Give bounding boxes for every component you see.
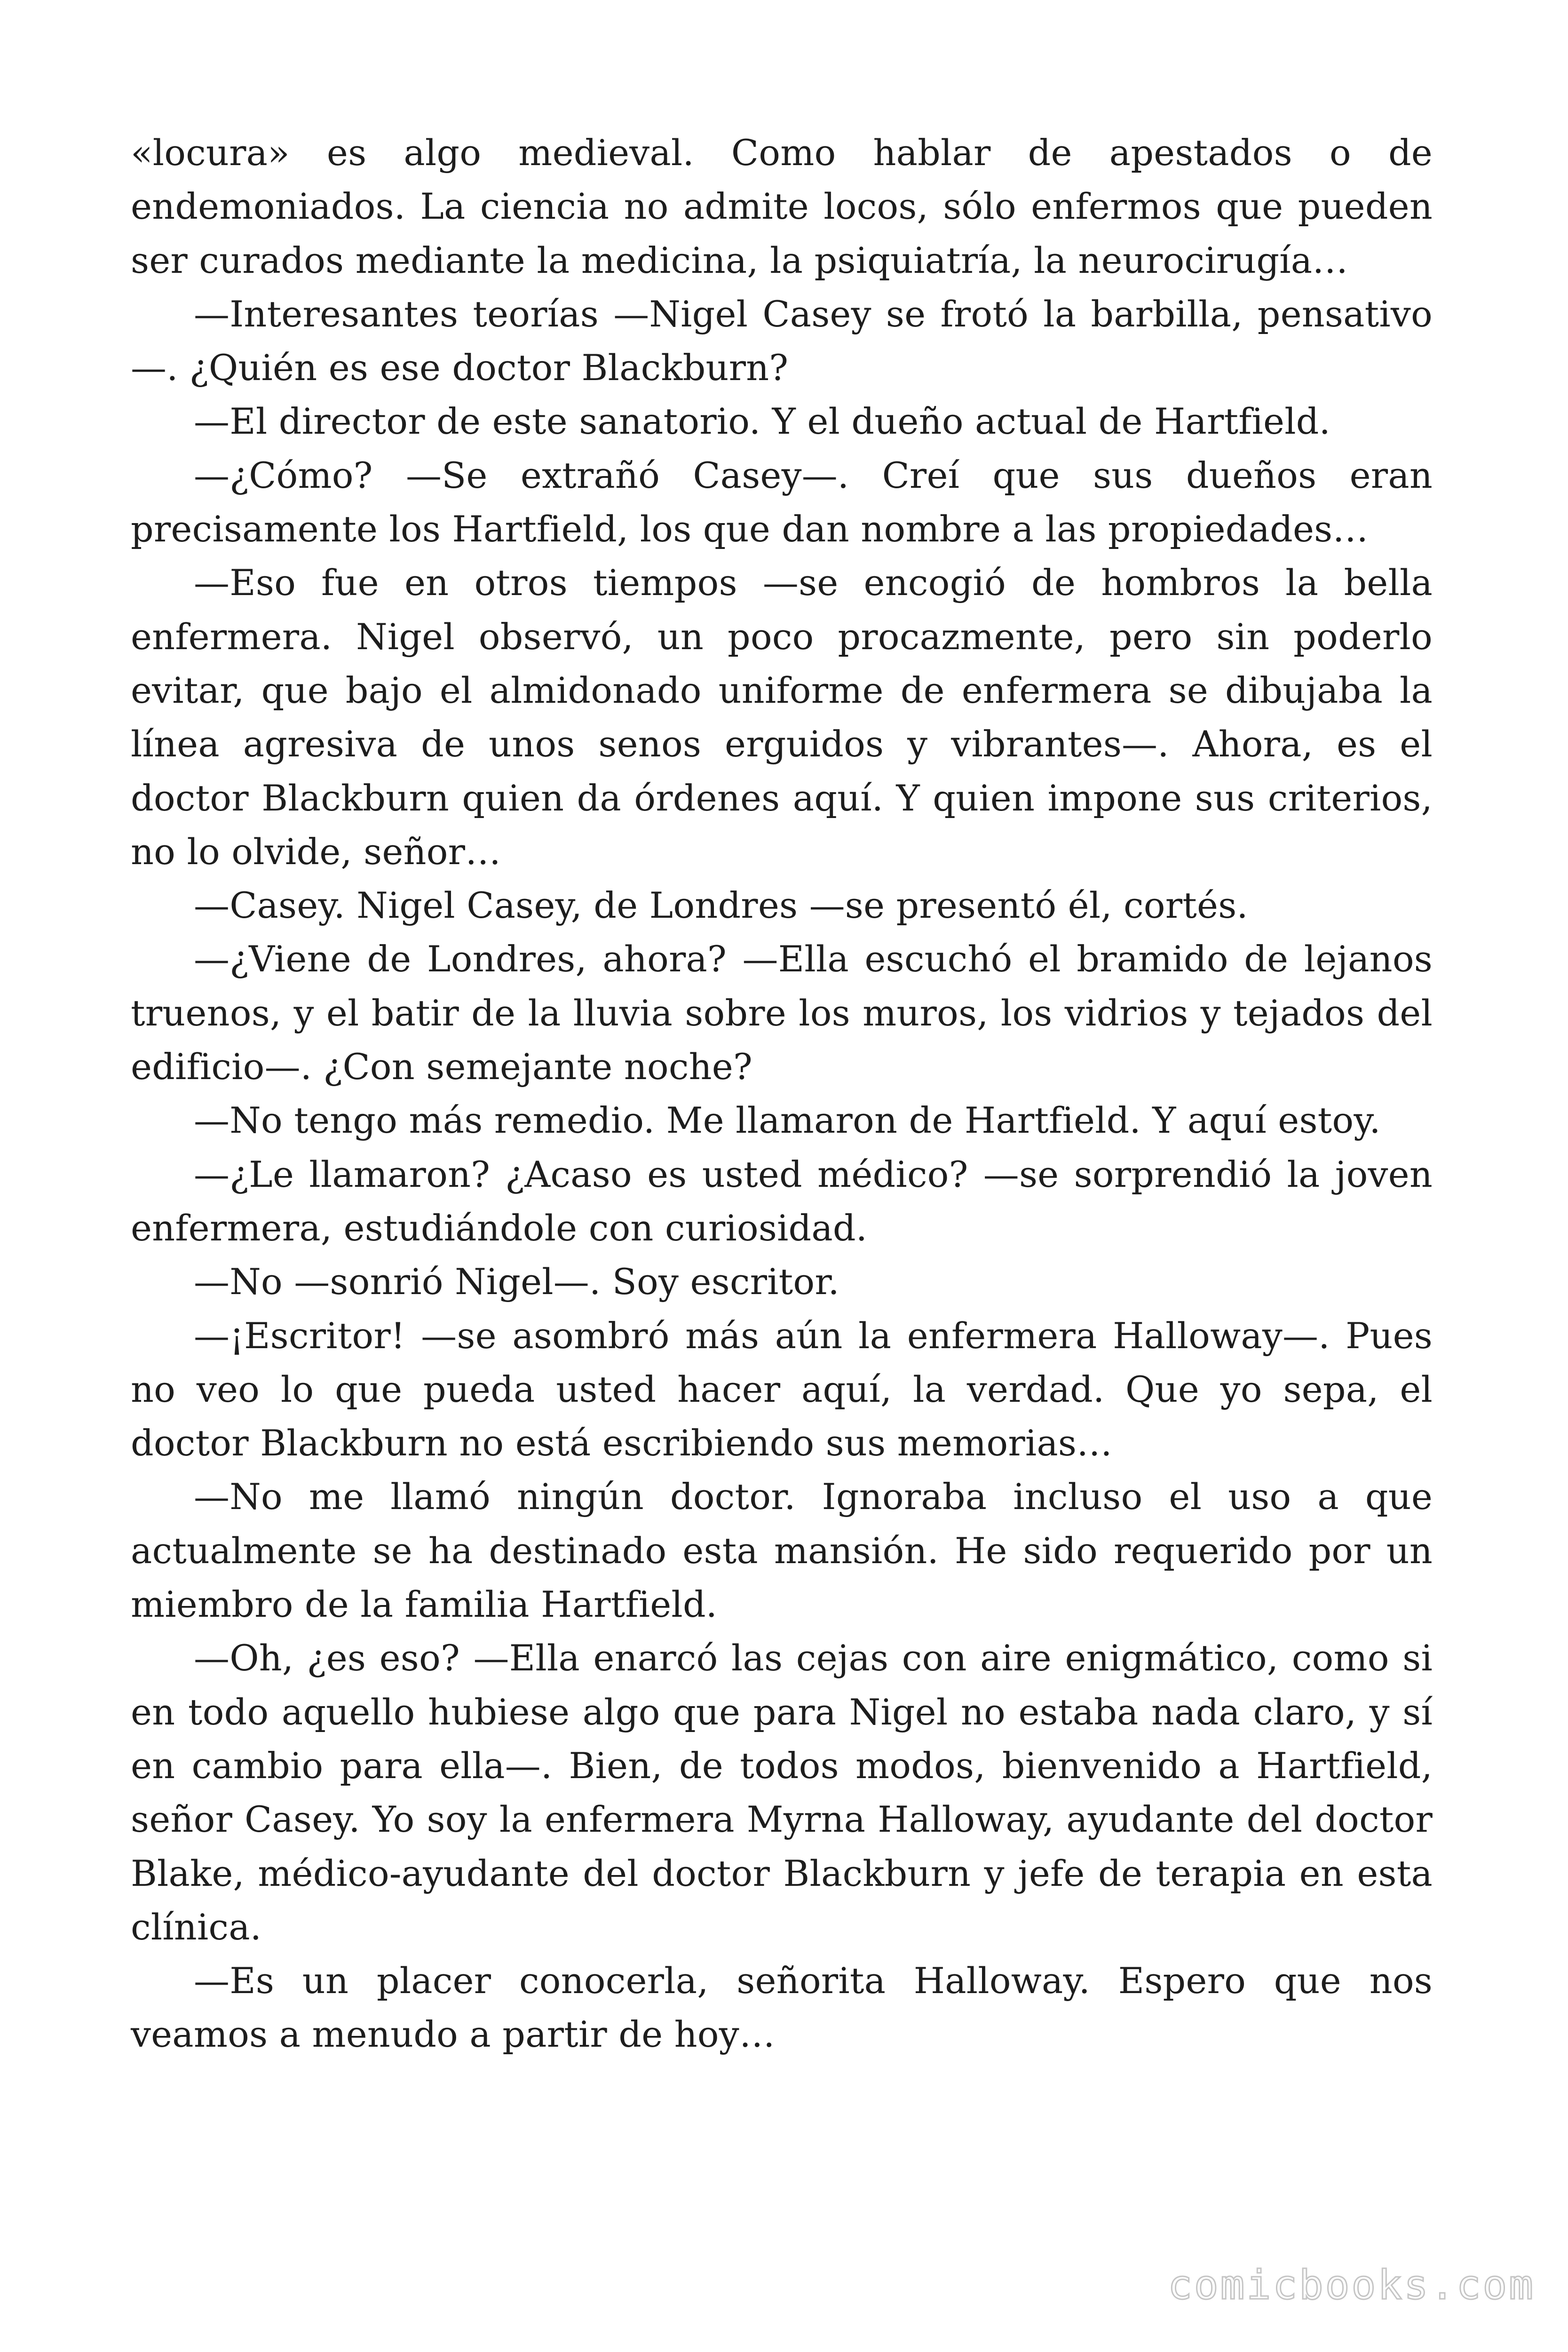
paragraph-11: —¡Escritor! —se asombró más aún la enfermera Halloway—. Pues no veo lo que pueda usted hacer aquí, la verdad. Que yo sepa, el doctor Blackburn no está escribiendo sus memorias…	[131, 1314, 1433, 1464]
watermark: comicbooks.com	[1168, 2262, 1535, 2309]
paragraph-13: —Oh, ¿es eso? —Ella enarcó las cejas con aire enigmático, como si en todo aquello hubiese algo que para Nigel no estaba nada claro, y sí en cambio para ella—. Bien, de todos modos, bienvenido a Hartfield, señor Casey. Yo soy la enfermera Myrna Halloway, ayudante del doctor Blake, médico-ayudante del doctor Blackburn y jefe de terapia en esta clínica.	[131, 1637, 1433, 1948]
paragraph-5: —Eso fue en otros tiempos —se encogió de hombros la bella enfermera. Nigel observó, un poco procazmente, pero sin poderlo evitar, que bajo el almidonado uniforme de enfermera se dibujaba la línea agresiva de unos senos erguidos y vibrantes—. Ahora, es el doctor Blackburn quien da órdenes aquí. Y quien impone sus criterios, no lo olvide, señor…	[131, 562, 1433, 873]
paragraph-6: —Casey. Nigel Casey, de Londres —se presentó él, cortés.	[194, 884, 1248, 927]
paragraph-1: «locura» es algo medieval. Como hablar de apestados o de endemoniados. La ciencia no admite locos, sólo enfermos que pueden ser curados mediante la medicina, la psiquiatría, la neurocirugía…	[131, 132, 1433, 281]
paragraph-12: —No me llamó ningún doctor. Ignoraba incluso el uso a que actualmente se ha destinado esta mansión. He sido requerido por un miembro de la familia Hartfield.	[131, 1476, 1433, 1626]
page-body	[131, 126, 1433, 2062]
paragraph-9: —¿Le llamaron? ¿Acaso es usted médico? —se sorprendió la joven enfermera, estudiándole con curiosidad.	[131, 1153, 1433, 1249]
paragraph-14: —Es un placer conocerla, señorita Halloway. Espero que nos veamos a menudo a partir de hoy…	[131, 1960, 1433, 2056]
paragraph-7: —¿Viene de Londres, ahora? —Ella escuchó el bramido de lejanos truenos, y el batir de la lluvia sobre los muros, los vidrios y tejados del edificio—. ¿Con semejante noche?	[131, 938, 1433, 1088]
paragraph-2: —Interesantes teorías —Nigel Casey se frotó la barbilla, pensativo—. ¿Quién es ese doctor Blackburn?	[131, 293, 1433, 389]
paragraph-3: —El director de este sanatorio. Y el dueño actual de Hartfield.	[194, 400, 1330, 443]
paragraph-10: —No —sonrió Nigel—. Soy escritor.	[194, 1261, 839, 1303]
paragraph-4: —¿Cómo? —Se extrañó Casey—. Creí que sus dueños eran precisamente los Hartfield, los que dan nombre a las propiedades…	[131, 454, 1433, 550]
paragraph-8: —No tengo más remedio. Me llamaron de Hartfield. Y aquí estoy.	[194, 1099, 1381, 1142]
